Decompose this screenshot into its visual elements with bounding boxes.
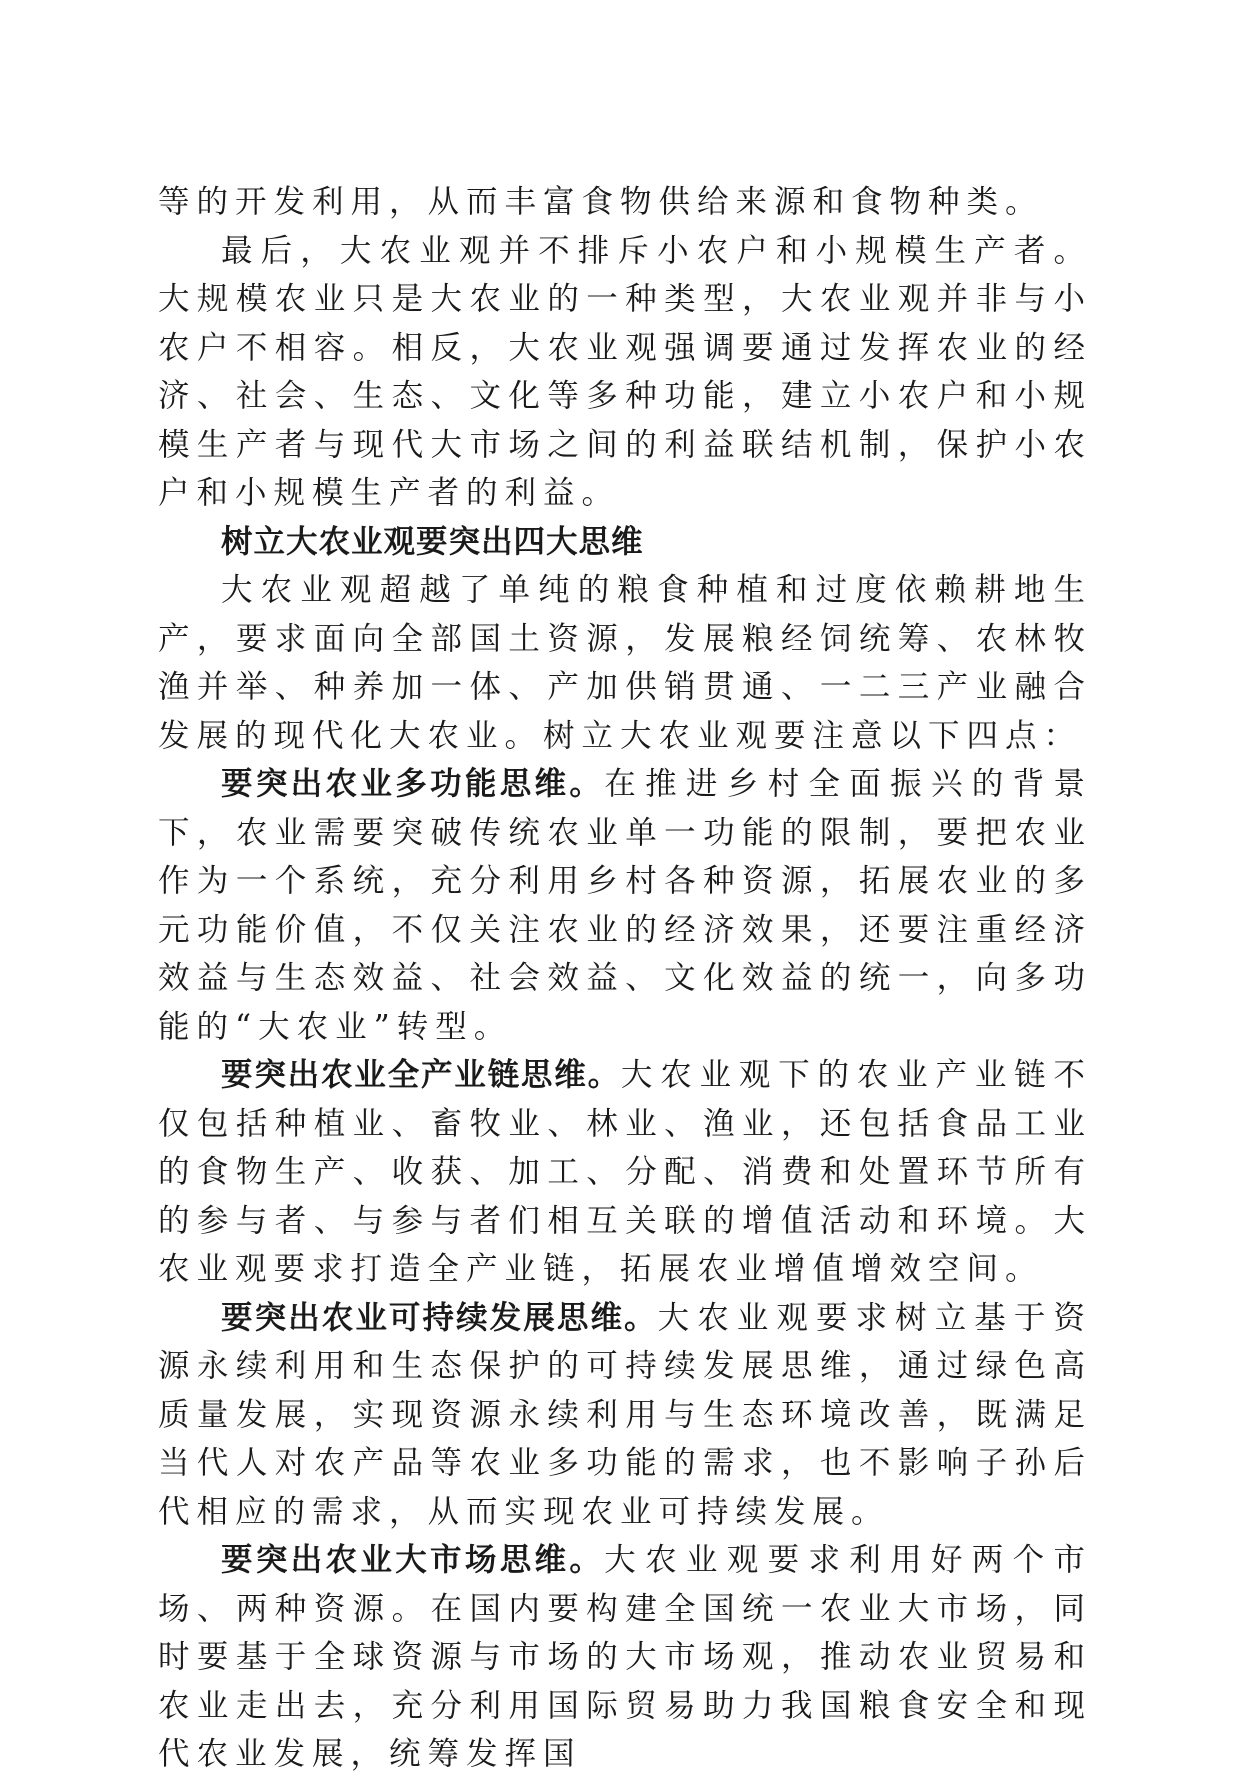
intro-paragraph: 大农业观超越了单纯的粮食种植和过度依赖耕地生产，要求面向全部国土资源，发展粮经饲统筹、农林牧渔并举、种养加一体、产加供销贯通、一二三产业融合发展的现代化大农业。树立大农业观要注意以下四点：	[158, 572, 1092, 754]
point-lead: 要突出农业可持续发展思维。	[221, 1299, 658, 1336]
point-text: 在推进乡村全面振兴的背景下，农业需要突破传统农业单一功能的限制，要把农业作为一个系统，充分利用乡村各种资源，拓展农业的多元功能价值，不仅关注农业的经济效果，还要注重经济效益与生态效益、社会效益、文化效益的统一，向多功能的“大农业”转型。	[158, 766, 1092, 1045]
point-text: 大农业观下的农业产业链不仅包括种植业、畜牧业、林业、渔业，还包括食品工业的食物生产、收获、加工、分配、消费和处置环节所有的参与者、与参与者们相互关联的增值活动和环境。大农业观要求打造全产业链，拓展农业增值增效空间。	[158, 1057, 1092, 1287]
point-lead: 要突出农业多功能思维。	[221, 766, 605, 802]
continuation-paragraph: 等的开发利用，从而丰富食物供给来源和食物种类。	[158, 184, 1044, 220]
small-farmers-paragraph: 最后，大农业观并不排斥小农户和小规模生产者。大规模农业只是大农业的一种类型，大农业观并非与小农户不相容。相反，大农业观强调要通过发挥农业的经济、社会、生态、文化等多种功能，建立小农户和小规模生产者与现代大市场之间的利益联结机制，保护小农户和小规模生产者的利益。	[158, 232, 1092, 511]
document-page	[158, 178, 1092, 1779]
point-paragraph-big-market	[158, 1536, 1092, 1779]
point-text: 大农业观要求利用好两个市场、两种资源。在国内要构建全国统一农业大市场，同时要基于全球资源与市场的大市场观，推动农业贸易和农业走出去，充分利用国际贸易助力我国粮食安全和现代农业发展，统筹发挥国	[158, 1542, 1092, 1772]
point-paragraph-multifunction	[158, 760, 1092, 1051]
point-paragraph-industry-chain	[158, 1051, 1092, 1294]
point-lead: 要突出农业全产业链思维。	[221, 1057, 621, 1093]
section-heading: 树立大农业观要突出四大思维	[221, 523, 644, 560]
point-text: 大农业观要求树立基于资源永续利用和生态保护的可持续发展思维，通过绿色高质量发展，实现资源永续利用与生态环境改善，既满足当代人对农产品等农业多功能的需求，也不影响子孙后代相应的需求，从而实现农业可持续发展。	[158, 1299, 1092, 1530]
point-paragraph-sustainable	[158, 1294, 1092, 1537]
point-lead: 要突出农业大市场思维。	[221, 1542, 605, 1578]
